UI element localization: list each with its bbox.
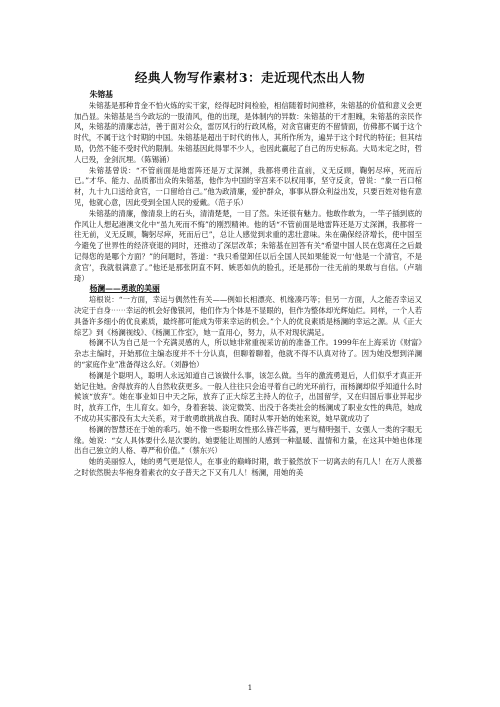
paragraph: 培根说：“一方面，幸运与偶然性有关——例如长相漂亮、机缘凑巧等；但另一方面，人之能否幸运又决定于自身⋯⋯幸运的机会好像银河，他们作为个体是不显眼的，但作为整体却光辉灿烂。同样，一个人若具备许多细小的优良素质，最终都可能成为带来幸运的机会。”个人的优良素质是杨澜的幸运之源。从《正大综艺》到《杨澜视线》、《杨澜工作室》，她一直用心，努力，从不对现状满足。	[74, 295, 422, 337]
section-heading-yang: 杨澜——勇敢的美丽	[89, 284, 160, 294]
paragraph: 她的美丽惊人，她的勇气更是惊人，在事业的巅峰时期，敢于毅然放下一切离去的有几人！在万人羡慕之时依然脱去华袍身着素衣的女子普天之下又有几人！杨澜，用她的美	[74, 457, 422, 477]
paragraph: 朱镕基的清廉，像清泉上的石头，清清楚楚，一目了然。朱还很有魅力。他敢作敢为，一竿子插到底的作风让人想起港澳文化中“虽九死而不悔”的刚烈精神。他的话“不管前面是地雷阵还是万丈深渊，我都将一往无前，义无反顾，鞠躬尽瘁，死而后已”，总让人感觉到求重的悲壮意味。朱在确保经济增长，使中国至今避免了世界性的经济衰退的同时，还推动了深层改革；朱镕基在回答有关“希望中国人民在您离任之后最记得您的是哪个方面？”的问题时，答道：“我只希望卸任以后全国人民如果能说一句‘他是一个清官，不是贪官’，我就很满意了。”他还是那张阴直不阿、嫉恶如仇的脸孔，还是那份一往无前的果敢与自信。（卢瑞琦）	[74, 208, 422, 283]
paragraph: 朱镕基曾说：“不管前面是地雷阵还是万丈深渊，我都将勇往直前，义无反顾，鞠躬尽瘁，死而后已。”才华、能力、品质都出众的朱镕基，他作为中国的宰宫来不以权用事，坚守反贪，曾说：“象一百口棺材，九十九口送给贪官，一口留给自己。”他为政清廉，爱护群众，事事从群众利益出发，只要百姓对他有意见，他就心意，因此受到全国人民的爱戴。（范子乐）	[74, 165, 422, 207]
section-heading-zhu: 朱镕基	[89, 90, 113, 99]
paragraph: 杨澜的智慧还在于她的乖巧。她不像一些聪明女性那么锋芒毕露，更与精明强干、女强人一类的字眼无缘。她说：“女人具体要什么是次要的。她要能让周围的人感到一种温暖、温情和力量，在这其中她也体现出自己独立的人格、尊严和价值。”（蔡东兴）	[74, 424, 422, 456]
page-number: 1	[247, 684, 253, 692]
paragraph: 杨澜不认为自己是一个充满灵感的人，所以她非常重视采访前的准备工作。1999年在上海采访《财富》杂志主编时，开始那位主编态度并不十分认真，但聊着聊着，他就不得不认真对待了。因为她没想到洋澜的“家庭作业”准备得这么好。（刘静怡）	[74, 338, 422, 369]
paragraph: 杨澜是个聪明人，聪明人永远知道自己该做什么事，该怎么做。当年的激流勇退后，人们似乎才真正开始记住她。舍得放弃的人自然收获更多。一般人往往只会追寻着自己的光环前行，而杨澜却似乎知道什么时候该“放弃”。她在事业如日中天之际，放弃了正大综艺主持人的位子，出国留学，又在归国后事业异起步时，放弃工作，生儿育女。如今，身着套装、淡定微笑、出没于各类社会的杨澜成了职业女性的典范，她成不成功其实都没有太大关系，对于敢勇敢挑战自我、随时从零开始的她来说，她早就成功了	[74, 370, 422, 423]
document-title: 经典人物写作素材3：走近现代杰出人物	[134, 70, 366, 85]
document-body	[74, 90, 422, 479]
paragraph: 朱镕基是那种肯金不怕火炼的实干家，经得起时间检验，相信随着时间推移，朱镕基的价值和意义会更加凸显。朱镕基是当今政坛的一股清风，他的出现，是体制内的异数：朱镕基的干才胆魄，朱镕基的亲民作风，朱镕基的清廉志洁，善于面对公众，雷厉风行的行政风格，对贪官庸吏的不留情面，仿佛都不属于这个时代，不属于这个时期的中国。朱镕基是超出于时代的伟人，其所作所为，遍异于这个时代的特征；但其结局，仍然不能不受时代的限制。朱镕基因此得罪不少人，也因此赢起了自己的历史标高。大局未定之时，哲人已殁，金剑沉埋。（陈锡涌）	[74, 100, 422, 164]
